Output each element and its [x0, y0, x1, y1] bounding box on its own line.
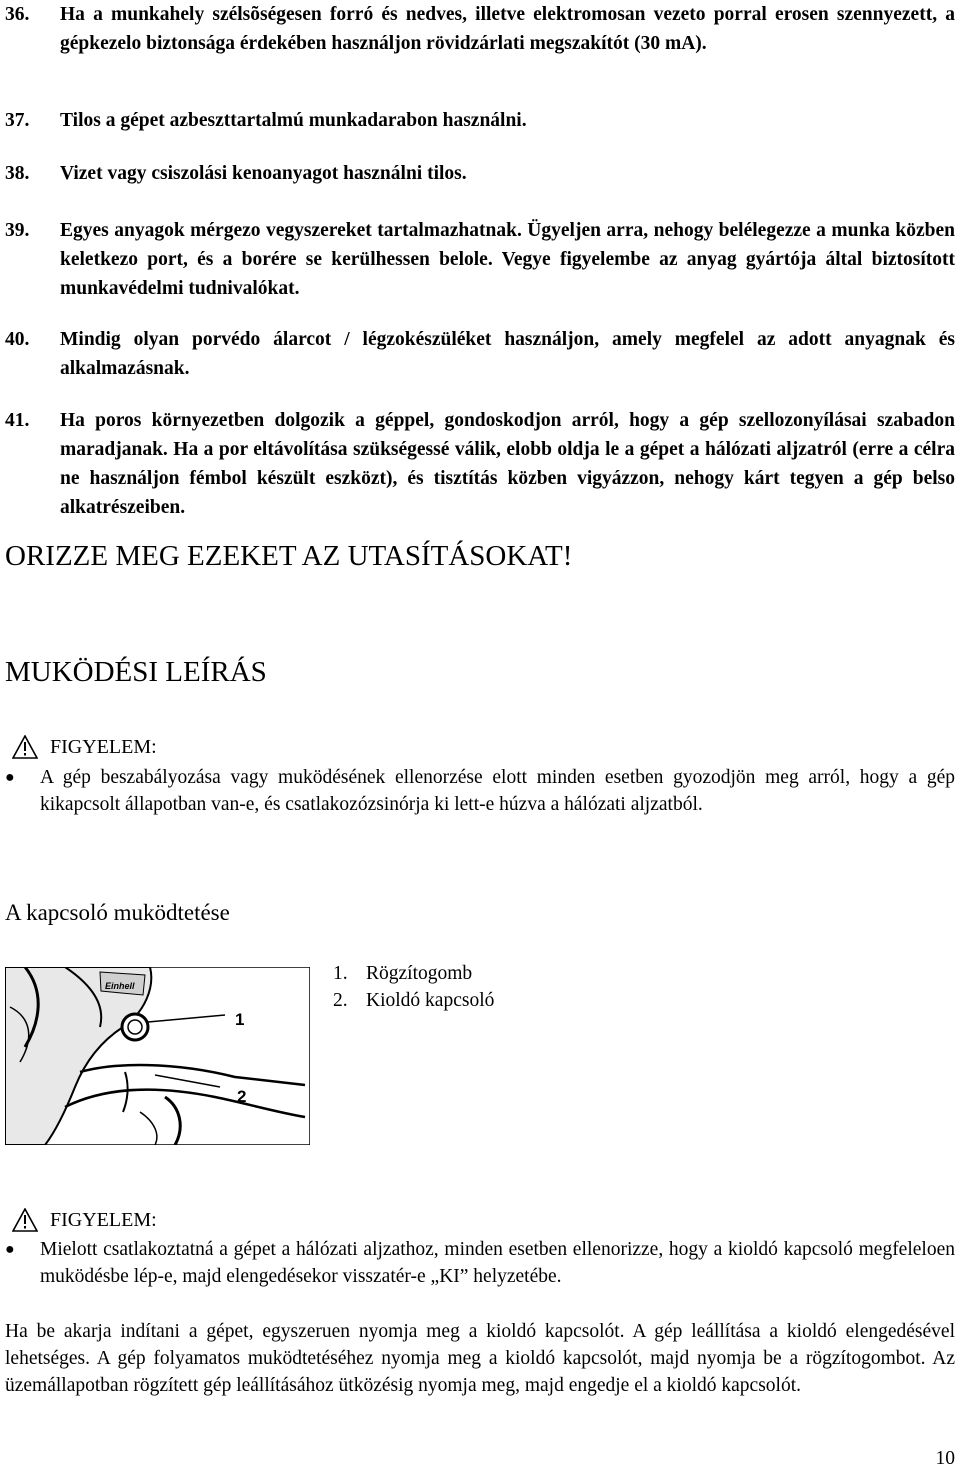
item-number: 39. [5, 220, 30, 241]
item-number: 41. [5, 410, 30, 431]
legend-item-1 [333, 960, 494, 987]
warning-triangle-icon [12, 735, 38, 759]
warning-triangle-icon [12, 1208, 38, 1232]
item-number: 37. [5, 110, 30, 131]
callout-1: 1 [235, 1010, 245, 1029]
switch-diagram [5, 967, 310, 1145]
warning-bullet-1 [5, 764, 955, 818]
warning-text-1: A gép beszabályozása vagy muködésének ellenorzése elott minden esetben gyozodjön meg arról, hogy a gép kikapcsolt állapotban van-e, és csatlakozózsinórja ki lett-e húzva a hálózati aljzatból. [40, 767, 955, 815]
legend-text: Rögzítogomb [366, 963, 473, 984]
item-text: Mindig olyan porvédo álarcot / légzokészüléket használjon, amely megfelel az adott anyagnak és alkalmazásnak. [60, 329, 955, 379]
warning-bullet-2 [5, 1236, 955, 1290]
warning-label-1 [12, 733, 157, 761]
page-number: 10 [935, 1448, 955, 1469]
list-item-38 [5, 159, 955, 188]
item-text: Egyes anyagok mérgezo vegyszereket tartalmazhatnak. Ügyeljen arra, nehogy belélegezze a munka közben keletkezo port, és a borére se kerülhessen belole. Vegye figyelembe az anyag gyártója által biztosított munkavédelmi tudnivalókat. [60, 220, 955, 299]
legend-item-2 [333, 987, 494, 1014]
warning-label-text: FIGYELEM: [50, 735, 157, 758]
figure-legend [333, 960, 494, 1014]
legend-number: 2. [333, 990, 348, 1011]
brand-label: Einhell [105, 981, 135, 991]
list-item-36 [5, 0, 955, 58]
item-number: 40. [5, 329, 30, 350]
item-text: Ha poros környezetben dolgozik a géppel, gondoskodjon arról, hogy a gép szellozonyílásai szabadon maradjanak. Ha a por eltávolítása szükségessé válik, elobb oldja le a gépet a hálózati aljzatról (erre a célra ne használjon fémbol készült eszközt), és tisztítás közben vigyázzon, nehogy kárt tegyen a gép belso alkatrészeiben. [60, 410, 955, 518]
item-text: Ha a munkahely szélsõségesen forró és nedves, illetve elektromosan vezeto porral erosen szennyezett, a gépkezelo biztonsága érdekében használjon rövidzárlati megszakítót (30 mA). [60, 4, 955, 54]
callout-2: 2 [237, 1087, 247, 1106]
list-item-41 [5, 406, 955, 522]
item-text: Tilos a gépet azbeszttartalmú munkadarabon használni. [60, 110, 527, 131]
bullet-dot-icon: ● [5, 769, 15, 786]
warning-text-2: Mielott csatlakoztatná a gépet a hálózati aljzathoz, minden esetben ellenorizze, hogy a kioldó kapcsoló megfeleloen muködésbe lép-e, majd elengedésekor visszatér-e „KI” helyzetébe. [40, 1239, 955, 1287]
warning-label-2 [12, 1206, 157, 1234]
switch-illustration [5, 967, 310, 1145]
section-title: MUKÖDÉSI LEÍRÁS [5, 656, 267, 688]
operation-paragraph: Ha be akarja indítani a gépet, egyszeruen nyomja meg a kioldó kapcsolót. A gép leállítása a kioldó elengedésével lehetséges. A gép folyamatos muködtetéséhez nyomja meg a kioldó kapcsolót, majd nyomja be a rögzítogombot. Az üzemállapotban rögzített gép leállításához ütközésig nyomja meg, majd engedje el a kioldó kapcsolót. [5, 1321, 955, 1396]
warning-label-text: FIGYELEM: [50, 1208, 157, 1231]
list-item-40 [5, 325, 955, 383]
bullet-dot-icon: ● [5, 1241, 15, 1258]
list-item-39 [5, 216, 955, 303]
legend-number: 1. [333, 963, 348, 984]
item-number: 36. [5, 4, 30, 25]
keep-instructions-heading: ORIZZE MEG EZEKET AZ UTASÍTÁSOKAT! [5, 540, 573, 572]
item-number: 38. [5, 163, 30, 184]
subsection-title: A kapcsoló muködtetése [5, 900, 230, 925]
item-text: Vizet vagy csiszolási kenoanyagot használni tilos. [60, 163, 467, 184]
list-item-37 [5, 106, 955, 135]
legend-text: Kioldó kapcsoló [366, 990, 495, 1011]
